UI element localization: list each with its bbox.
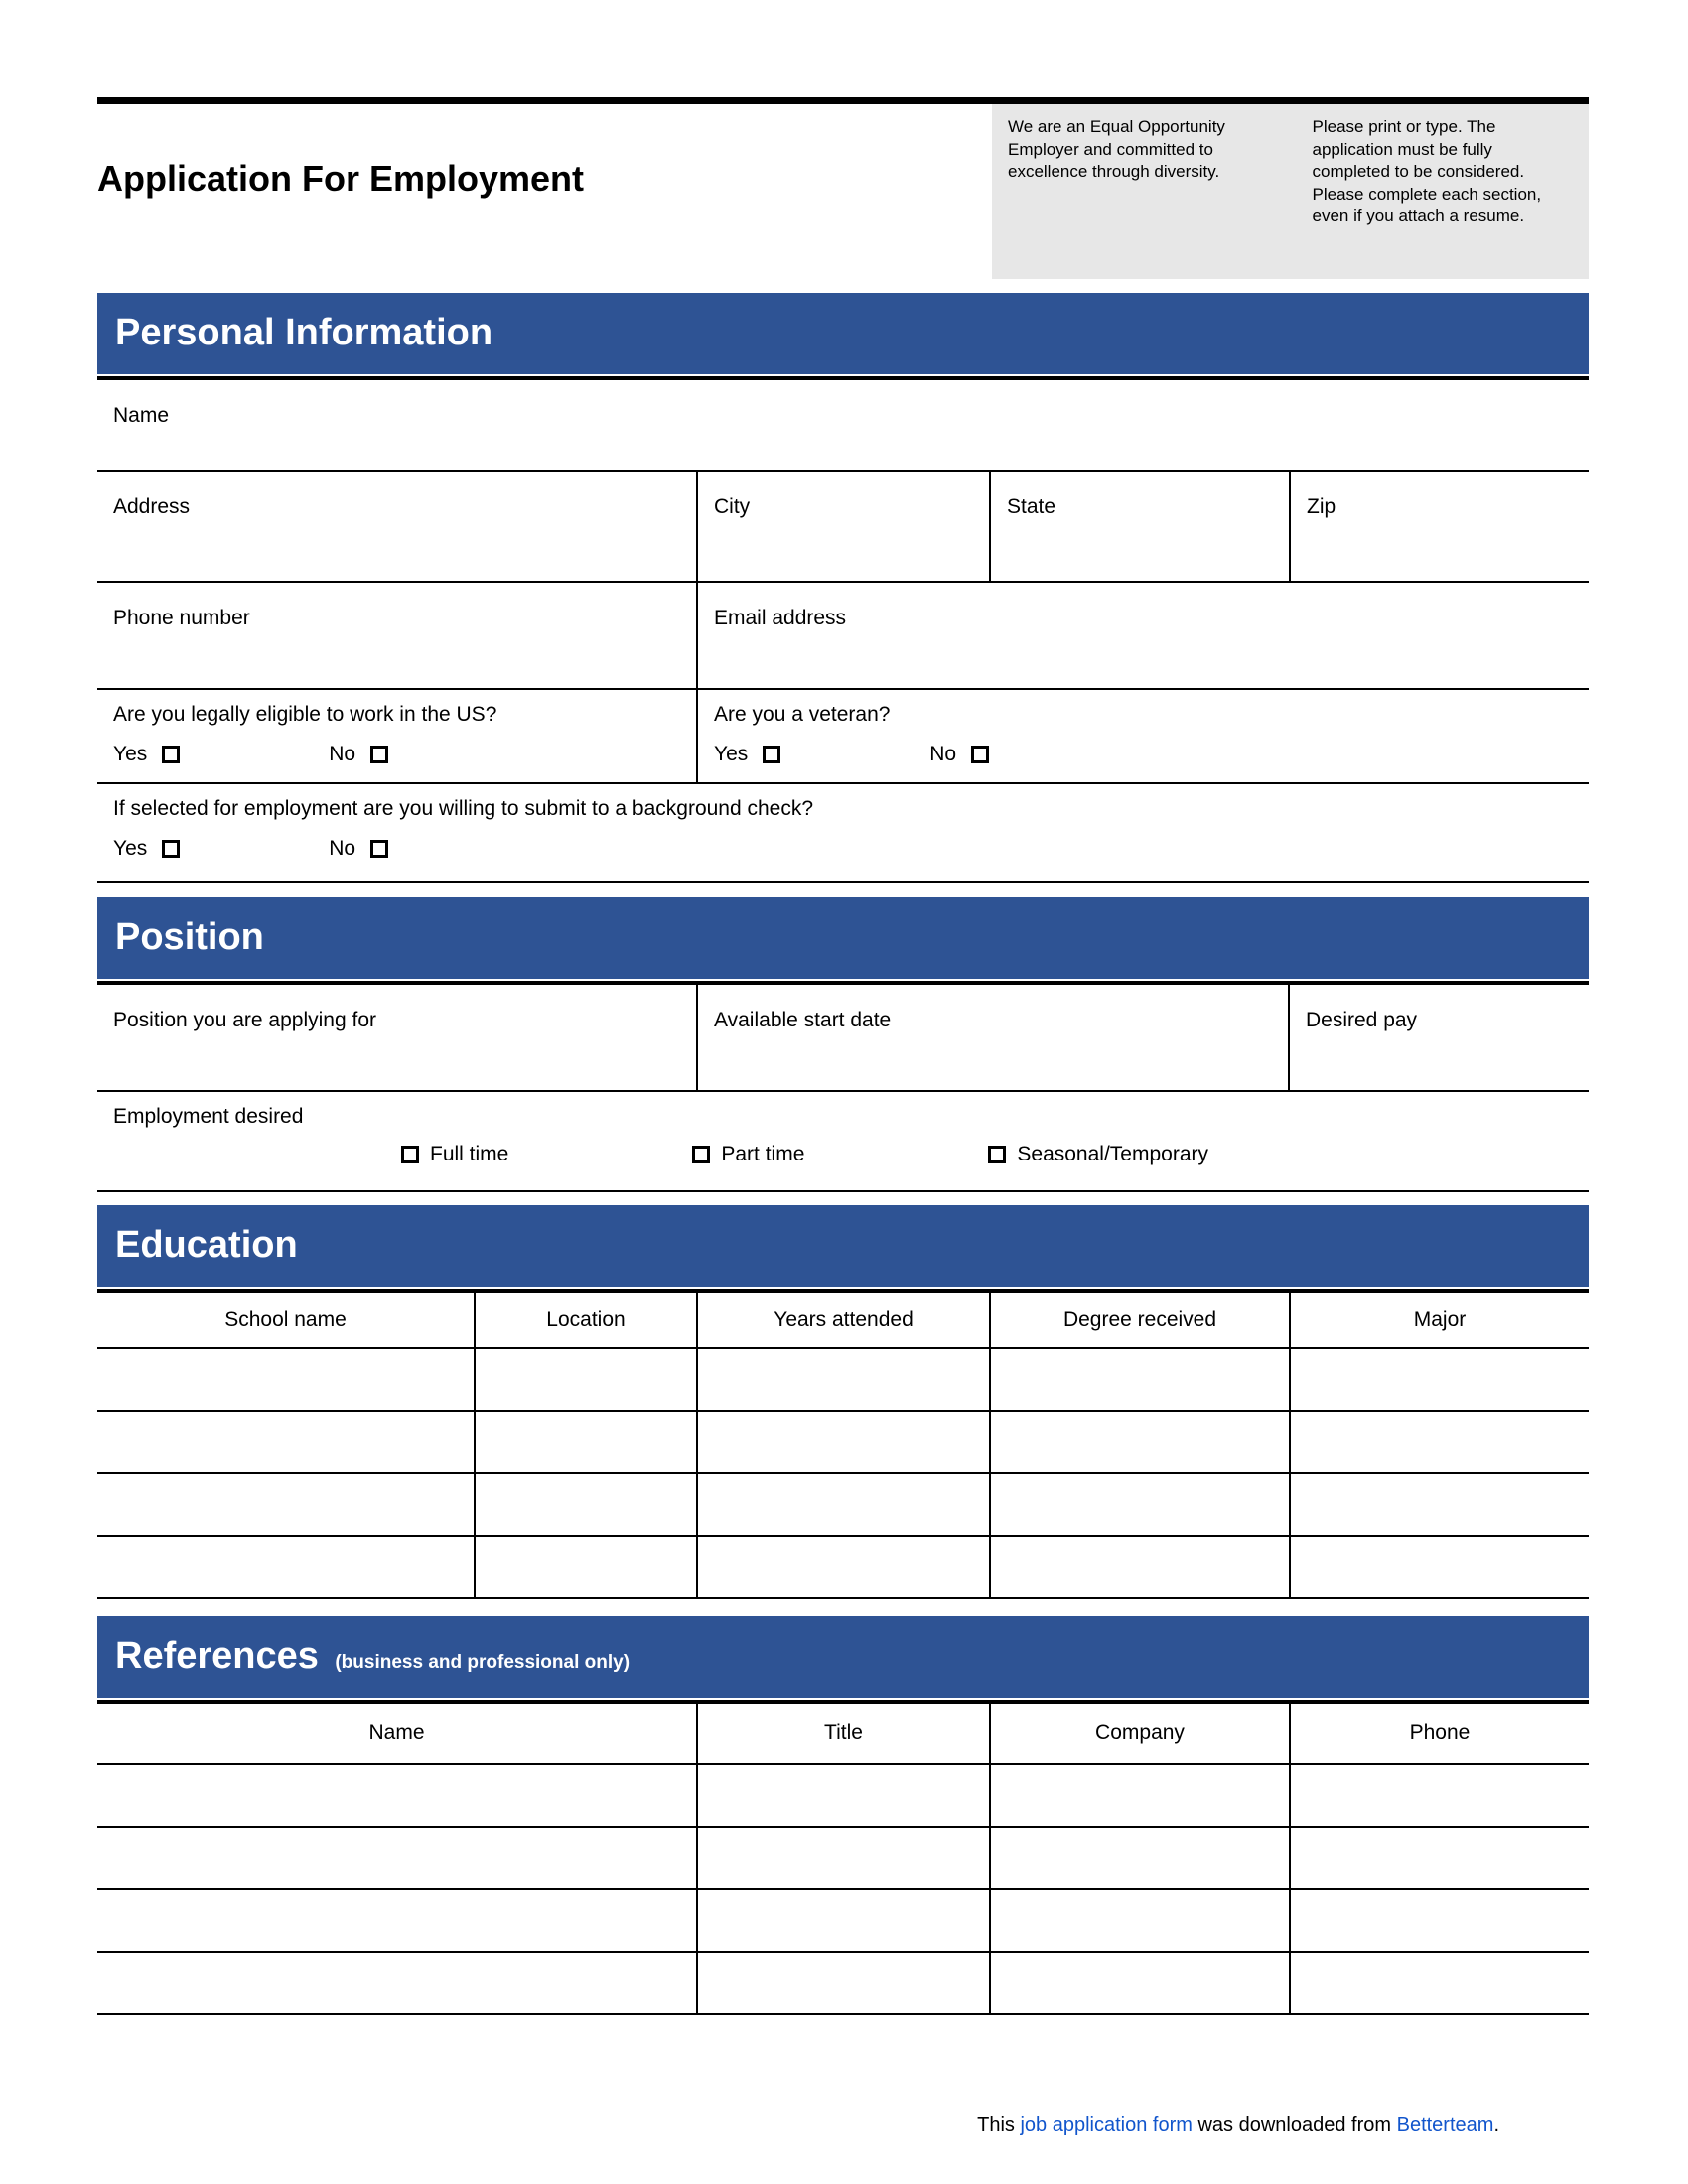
email-label: Email address (714, 607, 847, 629)
reference-cell[interactable] (989, 1890, 1289, 1951)
education-cell[interactable] (989, 1349, 1289, 1410)
footer-period: . (1493, 2115, 1499, 2136)
veteran-yes-checkbox[interactable] (763, 746, 780, 763)
education-cell[interactable] (989, 1537, 1289, 1597)
background-check-row (97, 784, 1589, 883)
background-check-label: If selected for employment are you willing to submit to a background check? (113, 797, 814, 820)
name-row (97, 380, 1589, 472)
reference-cell[interactable] (97, 1828, 696, 1888)
instructions-notice: Please print or type. The application must be fully completed to be considered. Please complete each section, even if you attach a resume. (1312, 117, 1542, 226)
form-header (97, 104, 1589, 293)
reference-cell[interactable] (1289, 1953, 1589, 2013)
column-header-school-name: School name (224, 1307, 347, 1331)
city-field[interactable] (696, 472, 989, 581)
references-row-1 (97, 1765, 1589, 1828)
position-applying-field[interactable] (97, 985, 696, 1090)
part-time-checkbox[interactable] (692, 1146, 710, 1163)
education-title: Education (115, 1224, 298, 1266)
veteran-label: Are you a veteran? (714, 703, 891, 726)
reference-cell[interactable] (1289, 1765, 1589, 1826)
eligible-yes-checkbox[interactable] (162, 746, 180, 763)
education-cell[interactable] (696, 1349, 989, 1410)
top-divider (97, 97, 1589, 104)
name-label: Name (113, 404, 170, 427)
no-label: No (329, 837, 356, 860)
education-cell[interactable] (1289, 1412, 1589, 1472)
zip-field[interactable] (1289, 472, 1589, 581)
seasonal-checkbox[interactable] (988, 1146, 1006, 1163)
personal-info-title: Personal Information (115, 312, 493, 353)
education-cell[interactable] (1289, 1537, 1589, 1597)
background-no-option (329, 837, 388, 861)
address-label: Address (113, 495, 191, 518)
footer-text: This (977, 2115, 1015, 2136)
education-cell[interactable] (97, 1474, 474, 1535)
education-cell[interactable] (989, 1474, 1289, 1535)
position-title: Position (115, 916, 264, 958)
education-row-1 (97, 1349, 1589, 1412)
references-row-4 (97, 1953, 1589, 2015)
reference-cell[interactable] (696, 1890, 989, 1951)
education-table (97, 1293, 1589, 1599)
education-cell[interactable] (1289, 1349, 1589, 1410)
notice-box (992, 104, 1589, 279)
education-row-3 (97, 1474, 1589, 1537)
eeo-notice: We are an Equal Opportunity Employer and committed to excellence through diversity. (1008, 117, 1225, 182)
address-field[interactable] (97, 472, 696, 581)
page-title: Application For Employment (97, 158, 585, 199)
references-row-3 (97, 1890, 1589, 1953)
full-time-label: Full time (430, 1143, 509, 1165)
state-label: State (1007, 495, 1056, 518)
desired-pay-field[interactable] (1288, 985, 1589, 1090)
column-header-location: Location (474, 1293, 696, 1347)
full-time-checkbox[interactable] (401, 1146, 419, 1163)
column-header-ref-title: Title (696, 1704, 989, 1763)
employment-desired-label: Employment desired (113, 1105, 304, 1128)
eligible-yes-option (113, 743, 180, 766)
eligible-options (113, 743, 686, 766)
references-title: References (115, 1635, 319, 1677)
veteran-question (696, 690, 1589, 782)
education-cell[interactable] (474, 1349, 696, 1410)
references-row-2 (97, 1828, 1589, 1890)
background-yes-option (113, 837, 180, 861)
footer-credit (97, 2115, 1589, 2137)
column-header-ref-name: Name (368, 1721, 425, 1744)
reference-cell[interactable] (97, 1890, 696, 1951)
education-cell[interactable] (696, 1537, 989, 1597)
position-section-header (97, 897, 1589, 979)
education-cell[interactable] (97, 1412, 474, 1472)
betterteam-link[interactable]: Betterteam (1396, 2115, 1494, 2136)
background-check-question (97, 784, 1589, 881)
veteran-yes-option (714, 743, 780, 766)
position-row (97, 985, 1589, 1092)
education-cell[interactable] (696, 1412, 989, 1472)
yes-label: Yes (113, 743, 148, 765)
reference-cell[interactable] (989, 1828, 1289, 1888)
desired-pay-label: Desired pay (1306, 1009, 1418, 1031)
veteran-options (714, 743, 1579, 766)
education-cell[interactable] (474, 1474, 696, 1535)
reference-cell[interactable] (97, 1765, 696, 1826)
education-cell[interactable] (97, 1349, 474, 1410)
education-cell[interactable] (97, 1537, 474, 1597)
start-date-label: Available start date (714, 1009, 892, 1031)
veteran-no-checkbox[interactable] (971, 746, 989, 763)
seasonal-option (988, 1143, 1208, 1166)
column-header-ref-company: Company (989, 1704, 1289, 1763)
zip-label: Zip (1307, 495, 1336, 518)
education-row-4 (97, 1537, 1589, 1599)
background-check-options (113, 837, 1579, 861)
address-row (97, 472, 1589, 583)
eligible-question (97, 690, 696, 782)
education-section-header (97, 1205, 1589, 1287)
column-header-major: Major (1289, 1293, 1589, 1347)
references-table (97, 1704, 1589, 2015)
reference-cell[interactable] (696, 1828, 989, 1888)
reference-cell[interactable] (696, 1765, 989, 1826)
yes-label: Yes (714, 743, 749, 765)
education-cell[interactable] (989, 1412, 1289, 1472)
employment-desired-field (97, 1092, 1589, 1190)
reference-cell[interactable] (696, 1953, 989, 2013)
form-content (97, 97, 1589, 2137)
education-header-row (97, 1293, 1589, 1349)
footer-text: was downloaded from (1197, 2115, 1392, 2136)
full-time-option (401, 1143, 508, 1166)
references-header-row (97, 1704, 1589, 1765)
education-row-2 (97, 1412, 1589, 1474)
no-label: No (329, 743, 356, 765)
veteran-no-option (929, 743, 989, 766)
part-time-option (692, 1143, 804, 1166)
eligibility-row (97, 690, 1589, 784)
education-cell[interactable] (696, 1474, 989, 1535)
part-time-label: Part time (721, 1143, 805, 1165)
education-cell[interactable] (474, 1412, 696, 1472)
phone-label: Phone number (113, 607, 250, 629)
personal-info-section-header (97, 293, 1589, 374)
phone-email-row (97, 583, 1589, 690)
background-yes-checkbox[interactable] (162, 840, 180, 858)
education-cell[interactable] (1289, 1474, 1589, 1535)
reference-cell[interactable] (97, 1953, 696, 2013)
background-no-checkbox[interactable] (370, 840, 388, 858)
start-date-field[interactable] (696, 985, 1288, 1090)
column-header-ref-phone: Phone (1289, 1704, 1589, 1763)
references-section-header (97, 1616, 1589, 1698)
name-field[interactable] (97, 380, 1589, 470)
yes-label: Yes (113, 837, 148, 860)
employment-options (113, 1143, 1579, 1166)
phone-field[interactable] (97, 583, 696, 688)
state-field[interactable] (989, 472, 1289, 581)
column-header-years-attended: Years attended (696, 1293, 989, 1347)
column-header-degree-received: Degree received (989, 1293, 1289, 1347)
seasonal-label: Seasonal/Temporary (1017, 1143, 1208, 1165)
position-applying-label: Position you are applying for (113, 1009, 376, 1031)
reference-cell[interactable] (1289, 1828, 1589, 1888)
education-cell[interactable] (474, 1537, 696, 1597)
city-label: City (714, 495, 751, 518)
no-label: No (929, 743, 957, 765)
reference-cell[interactable] (989, 1953, 1289, 2013)
employment-desired-row (97, 1092, 1589, 1192)
email-field[interactable] (696, 583, 1589, 688)
job-application-form-link[interactable]: job application form (1020, 2115, 1193, 2136)
eligible-no-checkbox[interactable] (370, 746, 388, 763)
reference-cell[interactable] (989, 1765, 1289, 1826)
eligible-label: Are you legally eligible to work in the US? (113, 703, 497, 726)
reference-cell[interactable] (1289, 1890, 1589, 1951)
eligible-no-option (329, 743, 388, 766)
references-note: (business and professional only) (335, 1652, 631, 1673)
